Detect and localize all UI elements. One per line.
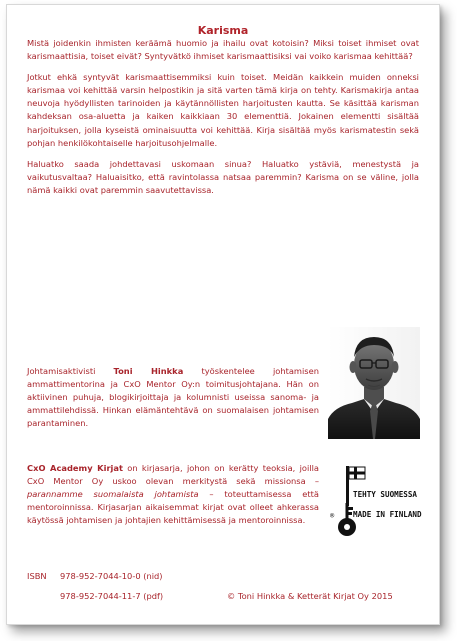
badge-line-1: TEHTY SUOMESSA (353, 490, 418, 499)
back-cover-page (6, 4, 440, 625)
isbn-label: ISBN (27, 571, 47, 581)
isbn-print: 978-952-7044-10-0 (nid) (60, 571, 163, 581)
badge-line-2: MADE IN FINLAND (353, 510, 422, 519)
author-bio-rest: työskentelee johtamisen ammattimentorina ja CxO Mentor Oy:n toimitusjohtajana. Hän on aktiivinen puhuja, blogikirjoittaja ja kolumnisti useissa sanoma- ja ammattilehdissä. Hinkan elämäntehtävä on suomalaisen johtamisen parantaminen. (27, 366, 319, 429)
author-photo (328, 327, 420, 439)
series-text-b: – toteuttamisessa että mentoroinnissa. Kirjasarjan aikaisemmat kirjat ovat olleet ahkerassa käytössä johtamisen ja johtajien kehittämisessä ja mentoroinnissa. (27, 489, 319, 526)
series-description (27, 462, 319, 527)
book-title: Karisma (197, 24, 249, 37)
author-name: Toni Hinkka (113, 366, 184, 376)
isbn-pdf: 978-952-7044-11-7 (pdf) (60, 591, 164, 601)
description-paragraph-2: Jotkut ehkä syntyvät karismaattisemmiksi kuin toiset. Meidän kaikkein muiden onneksi karismaa voi kehittää varsin helpostikin ja sitä varten tämä kirja on tehty. Karismakirja antaa neuvoja hyödyllisten tarinoiden ja käytännöllisten harjoitusten kautta. Se käsittää karisman kahdeksan osa-aluetta ja kaiken kaikkiaan 30 elementtiä. Jokainen elementti sisältää harjoituksen, jolla kyseistä ominaisuutta voi kehittää. Kirja sisältää myös karismatestin sekä pohjan henkilökohtaiselle harjoitusohjelmalle. (27, 72, 419, 148)
description-paragraph-3: Haluatko saada johdettavasi uskomaan sinua? Haluatko ystäviä, menestystä ja vaikutusvaltaa? Haluaisitko, että ravintolassa natsaa paremmin? Karisma on se väline, jolla nämä kaikki ovat paremmin saavutettavissa. (27, 158, 419, 195)
book-description (27, 37, 419, 205)
author-bio (27, 365, 319, 430)
series-name: CxO Academy Kirjat (27, 463, 123, 473)
made-in-finland-badge (327, 463, 422, 545)
key-flag-icon (327, 463, 422, 545)
series-text-a: on kirjasarja, johon on kerätty teoksia, joilla CxO Mentor Oy uskoo olevan merkitystä sekä missionsa – (27, 463, 319, 487)
description-paragraph-1: Mistä joidenkin ihmisten keräämä huomio ja ihailu ovat kotoisin? Miksi toiset ihmiset ovat karismaattisia, toiset eivät? Syntyvätkö ihmiset karismaattisiksi vai voiko karismaa kehittää? (27, 38, 419, 62)
series-mission: parannamme suomalaista johtamista (27, 489, 199, 500)
copyright-line: © Toni Hinkka & Ketterät Kirjat Oy 2015 (227, 591, 393, 601)
registered-mark: ® (330, 512, 335, 520)
author-bio-lead: Johtamisaktivisti (27, 366, 114, 376)
